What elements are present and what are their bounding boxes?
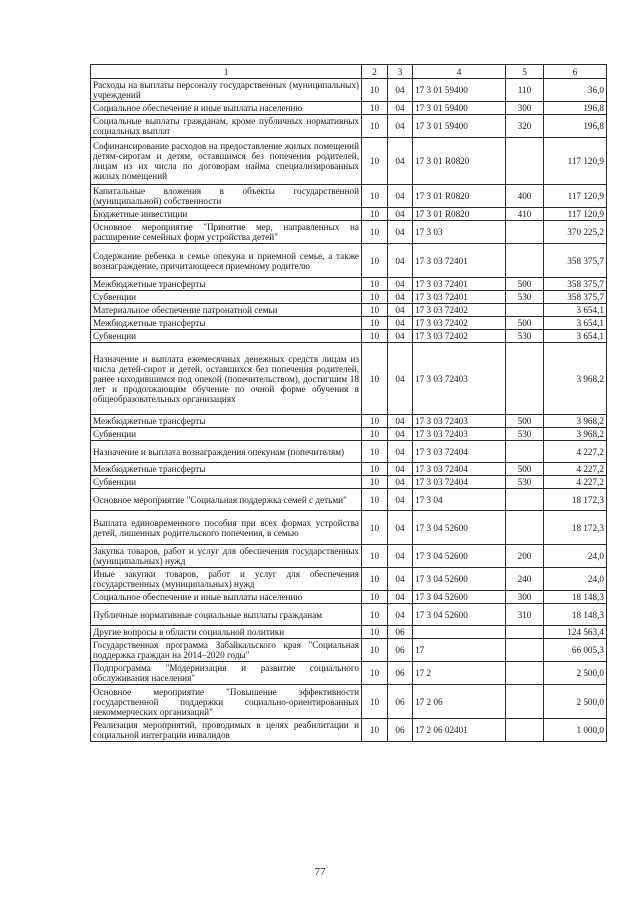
section-code-cell: 10 xyxy=(362,102,388,115)
column-header: 5 xyxy=(506,65,544,79)
table-row xyxy=(91,685,607,719)
target-article-cell: 17 3 01 59400 xyxy=(413,102,506,115)
section-code-cell: 10 xyxy=(362,330,388,343)
target-article-cell: 17 3 03 72401 xyxy=(413,291,506,304)
expense-type-cell: 240 xyxy=(506,568,544,591)
expense-type-cell: 300 xyxy=(506,591,544,604)
table-row xyxy=(91,662,607,685)
target-article-cell: 17 3 03 72402 xyxy=(413,330,506,343)
subsection-code-cell: 04 xyxy=(388,545,413,568)
section-code-cell: 10 xyxy=(362,685,388,719)
subsection-code-cell: 04 xyxy=(388,568,413,591)
expense-name-cell: Основное мероприятие "Социальная поддержка семей с детьми" xyxy=(91,489,362,511)
table-row xyxy=(91,278,607,291)
amount-cell: 24,0 xyxy=(544,545,607,568)
section-code-cell: 10 xyxy=(362,639,388,662)
page-number: 77 xyxy=(314,866,326,878)
section-code-cell: 10 xyxy=(362,115,388,138)
subsection-code-cell: 04 xyxy=(388,604,413,626)
table-row xyxy=(91,441,607,463)
section-code-cell: 10 xyxy=(362,511,388,545)
expense-name-cell: Межбюджетные трансферты xyxy=(91,415,362,428)
expense-type-cell: 300 xyxy=(506,102,544,115)
target-article-cell: 17 3 03 72404 xyxy=(413,476,506,489)
expense-name-cell: Материальное обеспечение патронатной семьи xyxy=(91,304,362,317)
subsection-code-cell: 04 xyxy=(388,343,413,415)
table-row xyxy=(91,428,607,441)
target-article-cell: 17 3 03 72401 xyxy=(413,278,506,291)
expense-name-cell: Субвенции xyxy=(91,330,362,343)
table-row xyxy=(91,476,607,489)
column-header: 4 xyxy=(413,65,506,79)
target-article-cell: 17 3 01 R0820 xyxy=(413,185,506,208)
expense-type-cell xyxy=(506,304,544,317)
target-article-cell: 17 3 04 52600 xyxy=(413,591,506,604)
section-code-cell: 10 xyxy=(362,415,388,428)
table-row xyxy=(91,604,607,626)
expense-name-cell: Субвенции xyxy=(91,291,362,304)
target-article-cell: 17 3 03 72402 xyxy=(413,304,506,317)
table-row xyxy=(91,317,607,330)
expense-type-cell: 530 xyxy=(506,330,544,343)
table-row xyxy=(91,138,607,185)
target-article-cell: 17 3 03 72404 xyxy=(413,441,506,463)
section-code-cell: 10 xyxy=(362,719,388,742)
table-row xyxy=(91,545,607,568)
table-row xyxy=(91,489,607,511)
target-article-cell xyxy=(413,626,506,639)
target-article-cell: 17 3 04 xyxy=(413,489,506,511)
amount-cell: 358 375,7 xyxy=(544,278,607,291)
table-row xyxy=(91,185,607,208)
section-code-cell: 10 xyxy=(362,662,388,685)
expense-type-cell: 110 xyxy=(506,79,544,102)
expense-type-cell xyxy=(506,511,544,545)
expense-name-cell: Реализация мероприятий, проводимых в целях реабилитации и социальной интеграции инвалидов xyxy=(91,719,362,742)
expense-type-cell xyxy=(506,626,544,639)
amount-cell: 358 375,7 xyxy=(544,291,607,304)
section-code-cell: 10 xyxy=(362,545,388,568)
expense-name-cell: Социальное обеспечение и иные выплаты населению xyxy=(91,591,362,604)
expense-name-cell: Основное мероприятие "Принятие мер, направленных на расширение семейных форм устройства детей" xyxy=(91,221,362,244)
expense-type-cell: 530 xyxy=(506,428,544,441)
expense-type-cell: 500 xyxy=(506,463,544,476)
table-row xyxy=(91,244,607,278)
subsection-code-cell: 04 xyxy=(388,244,413,278)
expense-type-cell: 310 xyxy=(506,604,544,626)
target-article-cell: 17 2 06 xyxy=(413,685,506,719)
section-code-cell: 10 xyxy=(362,489,388,511)
subsection-code-cell: 04 xyxy=(388,591,413,604)
amount-cell: 1 000,0 xyxy=(544,719,607,742)
subsection-code-cell: 04 xyxy=(388,221,413,244)
table-row xyxy=(91,291,607,304)
table-row xyxy=(91,221,607,244)
target-article-cell: 17 3 01 R0820 xyxy=(413,208,506,221)
expense-name-cell: Другие вопросы в области социальной политики xyxy=(91,626,362,639)
target-article-cell: 17 2 xyxy=(413,662,506,685)
amount-cell: 117 120,9 xyxy=(544,185,607,208)
subsection-code-cell: 06 xyxy=(388,639,413,662)
section-code-cell: 10 xyxy=(362,568,388,591)
section-code-cell: 10 xyxy=(362,591,388,604)
amount-cell: 370 225,2 xyxy=(544,221,607,244)
subsection-code-cell: 04 xyxy=(388,79,413,102)
table-row xyxy=(91,330,607,343)
expense-type-cell xyxy=(506,685,544,719)
amount-cell: 2 500,0 xyxy=(544,662,607,685)
amount-cell: 18 172,3 xyxy=(544,511,607,545)
expense-type-cell xyxy=(506,639,544,662)
amount-cell: 3 654,1 xyxy=(544,317,607,330)
expense-name-cell: Социальные выплаты гражданам, кроме публичных нормативных социальных выплат xyxy=(91,115,362,138)
section-code-cell: 10 xyxy=(362,221,388,244)
target-article-cell: 17 3 03 72404 xyxy=(413,463,506,476)
amount-cell: 36,0 xyxy=(544,79,607,102)
table-row xyxy=(91,511,607,545)
table-row xyxy=(91,639,607,662)
subsection-code-cell: 04 xyxy=(388,138,413,185)
amount-cell: 18 148,3 xyxy=(544,591,607,604)
target-article-cell: 17 xyxy=(413,639,506,662)
table-row xyxy=(91,304,607,317)
subsection-code-cell: 04 xyxy=(388,304,413,317)
target-article-cell: 17 3 04 52600 xyxy=(413,545,506,568)
section-code-cell: 10 xyxy=(362,79,388,102)
expense-name-cell: Выплата единовременного пособия при всех формах устройства детей, лишенных родительского попечения, в семью xyxy=(91,511,362,545)
expense-name-cell: Расходы на выплаты персоналу государственных (муниципальных) учреждений xyxy=(91,79,362,102)
section-code-cell: 10 xyxy=(362,626,388,639)
expense-name-cell: Софинансирование расходов на предоставление жилых помещений детям-сиротам и детям, оставшимся без попечения родителей, лицам из их числа по договорам найма специализированных жилых помещений xyxy=(91,138,362,185)
subsection-code-cell: 04 xyxy=(388,185,413,208)
expense-name-cell: Субвенции xyxy=(91,428,362,441)
subsection-code-cell: 06 xyxy=(388,626,413,639)
expense-type-cell xyxy=(506,662,544,685)
expense-name-cell: Государственная программа Забайкальского края "Социальная поддержка граждан на 2014–2020 годы" xyxy=(91,639,362,662)
section-code-cell: 10 xyxy=(362,138,388,185)
amount-cell: 117 120,9 xyxy=(544,138,607,185)
target-article-cell: 17 3 03 xyxy=(413,221,506,244)
subsection-code-cell: 04 xyxy=(388,278,413,291)
expense-type-cell xyxy=(506,138,544,185)
target-article-cell: 17 3 04 52600 xyxy=(413,568,506,591)
table-row xyxy=(91,208,607,221)
table-row xyxy=(91,102,607,115)
expense-name-cell: Назначение и выплата вознаграждения опекунам (попечителям) xyxy=(91,441,362,463)
amount-cell: 3 654,1 xyxy=(544,304,607,317)
expense-type-cell: 500 xyxy=(506,278,544,291)
amount-cell: 18 172,3 xyxy=(544,489,607,511)
amount-cell: 196,8 xyxy=(544,102,607,115)
section-code-cell: 10 xyxy=(362,317,388,330)
subsection-code-cell: 04 xyxy=(388,511,413,545)
target-article-cell: 17 3 03 72401 xyxy=(413,244,506,278)
amount-cell: 66 005,3 xyxy=(544,639,607,662)
table-row xyxy=(91,591,607,604)
expense-name-cell: Бюджетные инвестиции xyxy=(91,208,362,221)
section-code-cell: 10 xyxy=(362,278,388,291)
expense-name-cell: Содержание ребенка в семье опекуна и приемной семье, а также вознаграждение, причитающееся приемному родителю xyxy=(91,244,362,278)
amount-cell: 196,8 xyxy=(544,115,607,138)
target-article-cell: 17 3 03 72403 xyxy=(413,343,506,415)
amount-cell: 2 500,0 xyxy=(544,685,607,719)
target-article-cell: 17 3 04 52600 xyxy=(413,604,506,626)
expense-type-cell xyxy=(506,489,544,511)
expense-name-cell: Межбюджетные трансферты xyxy=(91,317,362,330)
section-code-cell: 10 xyxy=(362,463,388,476)
expense-type-cell: 200 xyxy=(506,545,544,568)
target-article-cell: 17 3 01 R0820 xyxy=(413,138,506,185)
expense-name-cell: Межбюджетные трансферты xyxy=(91,463,362,476)
amount-cell: 3 654,1 xyxy=(544,330,607,343)
expense-name-cell: Закупка товаров, работ и услуг для обеспечения государственных (муниципальных) нужд xyxy=(91,545,362,568)
target-article-cell: 17 3 03 72402 xyxy=(413,317,506,330)
expense-name-cell: Подпрограмма "Модернизация и развитие социального обслуживания населения" xyxy=(91,662,362,685)
section-code-cell: 10 xyxy=(362,208,388,221)
target-article-cell: 17 3 01 59400 xyxy=(413,115,506,138)
amount-cell: 3 968,2 xyxy=(544,343,607,415)
section-code-cell: 10 xyxy=(362,476,388,489)
target-article-cell: 17 3 04 52600 xyxy=(413,511,506,545)
amount-cell: 18 148,3 xyxy=(544,604,607,626)
subsection-code-cell: 04 xyxy=(388,291,413,304)
subsection-code-cell: 04 xyxy=(388,317,413,330)
column-header: 6 xyxy=(544,65,607,79)
expense-type-cell xyxy=(506,221,544,244)
table-row xyxy=(91,79,607,102)
subsection-code-cell: 04 xyxy=(388,463,413,476)
expense-type-cell: 530 xyxy=(506,291,544,304)
amount-cell: 3 968,2 xyxy=(544,415,607,428)
expense-name-cell: Иные закупки товаров, работ и услуг для обеспечения государственных (муниципальных) нужд xyxy=(91,568,362,591)
expense-name-cell: Публичные нормативные социальные выплаты гражданам xyxy=(91,604,362,626)
subsection-code-cell: 04 xyxy=(388,489,413,511)
subsection-code-cell: 04 xyxy=(388,102,413,115)
column-header: 2 xyxy=(362,65,388,79)
table-row xyxy=(91,463,607,476)
expense-name-cell: Субвенции xyxy=(91,476,362,489)
section-code-cell: 10 xyxy=(362,304,388,317)
subsection-code-cell: 04 xyxy=(388,208,413,221)
section-code-cell: 10 xyxy=(362,343,388,415)
column-header: 3 xyxy=(388,65,413,79)
amount-cell: 124 563,4 xyxy=(544,626,607,639)
section-code-cell: 10 xyxy=(362,244,388,278)
expense-name-cell: Назначение и выплата ежемесячных денежных средств лицам из числа детей-сирот и детей, оставшихся без попечения родителей, ранее находившимся под опекой (попечительством), достигшим 18 лет и продолжающим обучение по очной форме обучения в общеобразовательных организациях xyxy=(91,343,362,415)
subsection-code-cell: 06 xyxy=(388,662,413,685)
expense-type-cell: 410 xyxy=(506,208,544,221)
amount-cell: 3 968,2 xyxy=(544,428,607,441)
section-code-cell: 10 xyxy=(362,185,388,208)
amount-cell: 4 227,2 xyxy=(544,441,607,463)
expense-type-cell xyxy=(506,244,544,278)
expense-name-cell: Межбюджетные трансферты xyxy=(91,278,362,291)
expense-type-cell xyxy=(506,343,544,415)
amount-cell: 117 120,9 xyxy=(544,208,607,221)
header-row xyxy=(91,65,607,79)
expense-name-cell: Социальное обеспечение и иные выплаты населению xyxy=(91,102,362,115)
table-row xyxy=(91,115,607,138)
amount-cell: 4 227,2 xyxy=(544,463,607,476)
table-row xyxy=(91,568,607,591)
expense-type-cell: 400 xyxy=(506,185,544,208)
subsection-code-cell: 04 xyxy=(388,476,413,489)
target-article-cell: 17 3 03 72403 xyxy=(413,415,506,428)
section-code-cell: 10 xyxy=(362,441,388,463)
amount-cell: 4 227,2 xyxy=(544,476,607,489)
expense-name-cell: Капитальные вложения в объекты государственной (муниципальной) собственности xyxy=(91,185,362,208)
expense-type-cell: 530 xyxy=(506,476,544,489)
expense-type-cell: 500 xyxy=(506,317,544,330)
expense-type-cell xyxy=(506,719,544,742)
subsection-code-cell: 04 xyxy=(388,441,413,463)
expense-type-cell: 320 xyxy=(506,115,544,138)
target-article-cell: 17 3 01 59400 xyxy=(413,79,506,102)
subsection-code-cell: 04 xyxy=(388,428,413,441)
amount-cell: 358 375,7 xyxy=(544,244,607,278)
column-header: 1 xyxy=(91,65,362,79)
table-row xyxy=(91,415,607,428)
budget-table xyxy=(90,64,607,742)
amount-cell: 24,0 xyxy=(544,568,607,591)
section-code-cell: 10 xyxy=(362,604,388,626)
target-article-cell: 17 2 06 02401 xyxy=(413,719,506,742)
table-row xyxy=(91,626,607,639)
section-code-cell: 10 xyxy=(362,291,388,304)
target-article-cell: 17 3 03 72403 xyxy=(413,428,506,441)
subsection-code-cell: 04 xyxy=(388,415,413,428)
subsection-code-cell: 06 xyxy=(388,719,413,742)
subsection-code-cell: 04 xyxy=(388,330,413,343)
table-row xyxy=(91,343,607,415)
section-code-cell: 10 xyxy=(362,428,388,441)
expense-type-cell xyxy=(506,441,544,463)
expense-type-cell: 500 xyxy=(506,415,544,428)
subsection-code-cell: 04 xyxy=(388,115,413,138)
table-row xyxy=(91,719,607,742)
subsection-code-cell: 06 xyxy=(388,685,413,719)
expense-name-cell: Основное мероприятие "Повышение эффективности государственной поддержки социально-ориентированных некоммерческих организаций" xyxy=(91,685,362,719)
